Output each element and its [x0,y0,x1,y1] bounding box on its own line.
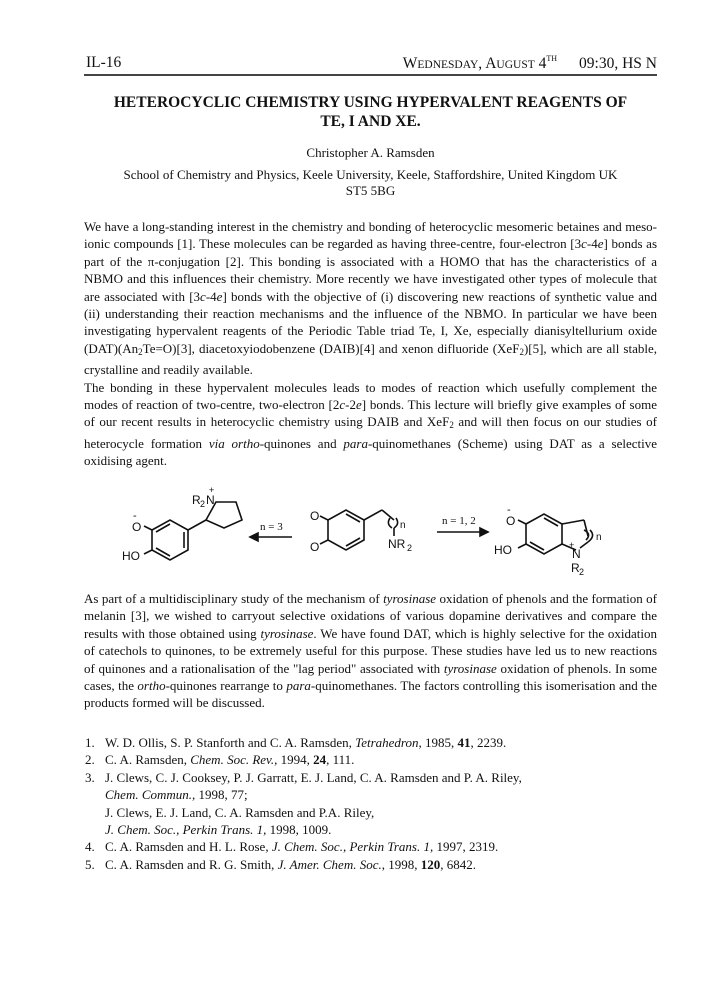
ortho-quinone-reactant [310,509,412,554]
svg-text:-: - [133,510,137,522]
svg-text:O: O [506,514,516,528]
svg-text:R: R [192,493,201,507]
arrow-left-label: n = 3 [260,521,283,533]
author: Christopher A. Ramsden [306,145,435,160]
svg-text:N: N [572,547,581,561]
date-number: 4 [538,55,547,72]
arrow-left [250,521,292,541]
paper-title [84,93,657,131]
svg-text:NR: NR [388,537,406,551]
svg-text:N: N [206,493,215,507]
o-minus-label: O [132,520,142,534]
product-pyrrolidinium [122,485,242,563]
svg-text:2: 2 [579,567,585,577]
svg-text:HO: HO [494,543,512,557]
title-line-2: TE, I AND XE. [320,113,421,130]
svg-text:+: + [569,540,575,550]
svg-text:n: n [400,520,406,531]
svg-text:n: n [596,532,602,543]
arrow-right-label: n = 1, 2 [442,515,476,527]
abstract-body [84,218,657,470]
reference-item: 4. C. A. Ramsden and H. L. Rose, J. Chem. Soc., Perkin Trans. 1, 1997, 2319. [85,839,499,855]
month: AUGUST [485,55,535,72]
svg-text:O: O [310,509,320,523]
abstract-body-continued [84,590,657,712]
affiliation [84,167,657,198]
reference-item: 1. W. D. Ollis, S. P. Stanforth and C. A. Ramsden, Tetrahedron, 1985, 41, 2239. [85,735,507,750]
reference-item: 3. J. Clews, C. J. Cooksey, P. J. Garratt, E. J. Land, C. A. Ramsden and P. A. Riley, Chem. Commun., 1998, 77; J. Clews, E. J. Land, C. A. Ramsden and P.A. Riley, J. Chem. Soc., Perkin Trans. 1, 1998, 1009. [85,769,522,838]
svg-text:-: - [507,504,511,516]
reaction-scheme [122,485,644,578]
svg-text:2: 2 [200,499,206,509]
product-indolinium [494,504,602,577]
affiliation-line-2: ST5 5BG [345,182,396,198]
time-place: 09:30, HS N [579,55,657,72]
svg-text:O: O [310,540,320,554]
paragraph-2: The bonding in these hypervalent molecules leads to modes of reaction which usefully complement the modes of reaction of two-centre, two-electron [2c-2e] bonds. This lecture will briefly give examples of some of our recent results in heterocyclic chemistry using DAIB and XeF$_2$ and will then focus on our studies of heterocycle formation via ortho-quinones and para-quinomethanes (Scheme) using DAT as a selective oxidising agent. [84,379,658,469]
session-code: IL-16 [86,54,122,71]
svg-text:+: + [209,485,215,495]
svg-text:R: R [571,561,580,575]
paragraph-3: As part of a multidisciplinary study of the mechanism of tyrosinase oxidation of phenols and the formation of melanin [3], we wished to carryout selective oxidations of various dopamine derivatives and compare the results with those obtained using tyrosinase. We have found DAT, which is highly selective for the oxidation of catechols to quinones, to be extremely useful for this purpose. These studies have led us to new reactions of quinones and a rationalisation of the "lag period" associated with tyrosinase oxidation of phenols. In some cases, the ortho-quinones rearrange to para-quinomethanes. The factors controlling this isomerisation and the products formed will be discussed. [84,591,658,711]
ho-label: HO [122,549,140,563]
title-line-1: HETEROCYCLIC CHEMISTRY USING HYPERVALENT REAGENTS OF [113,94,628,111]
affiliation-line-1: School of Chemistry and Physics, Keele University, Keele, Staffordshire, United Kingdom UK [123,167,618,182]
session-datetime: WEDNESDAY, AUGUST 4TH 09:30, HS N [402,54,657,72]
reference-item: 5. C. A. Ramsden and R. G. Smith, J. Amer. Chem. Soc., 1998, 120, 6842. [85,856,476,872]
page-header [84,52,657,76]
paragraph-1: We have a long-standing interest in the chemistry and bonding of heterocyclic mesomeric betaines and meso-ionic compounds [1]. These molecules can be regarded as having three-centre, four-electron [3c-4e] bonds as part of the π-conjugation [2]. This bonding is associated with a HOMO that has the characteristics of a NBMO and this influences their chemistry. More recently we have investigated other types of molecule that are associated with [3c-4e] bonds with the objective of (i) discovering new reactions of synthetic value and (ii) understanding their reaction mechanisms and the influence of the NBMO. In particular we have been investigating hypervalent reagents of the Periodic Table triad Te, I, Xe, especially dianisyltellurium oxide $(DAT)(An_2Te=O)[3]$, diacetoxyiodobenzene (DAIB)[4] and xenon difluoride (XeF$_2$)[5], which are all stable, crystalline and readily available. [84,219,658,378]
svg-text:2: 2 [407,543,413,553]
reference-item: 2. C. A. Ramsden, Chem. Soc. Rev., 1994, 24, 111. [85,752,355,768]
arrow-right [437,515,488,536]
reference-list [84,734,657,873]
date-suffix: TH [546,54,558,63]
day: WEDNESDAY [402,55,479,72]
